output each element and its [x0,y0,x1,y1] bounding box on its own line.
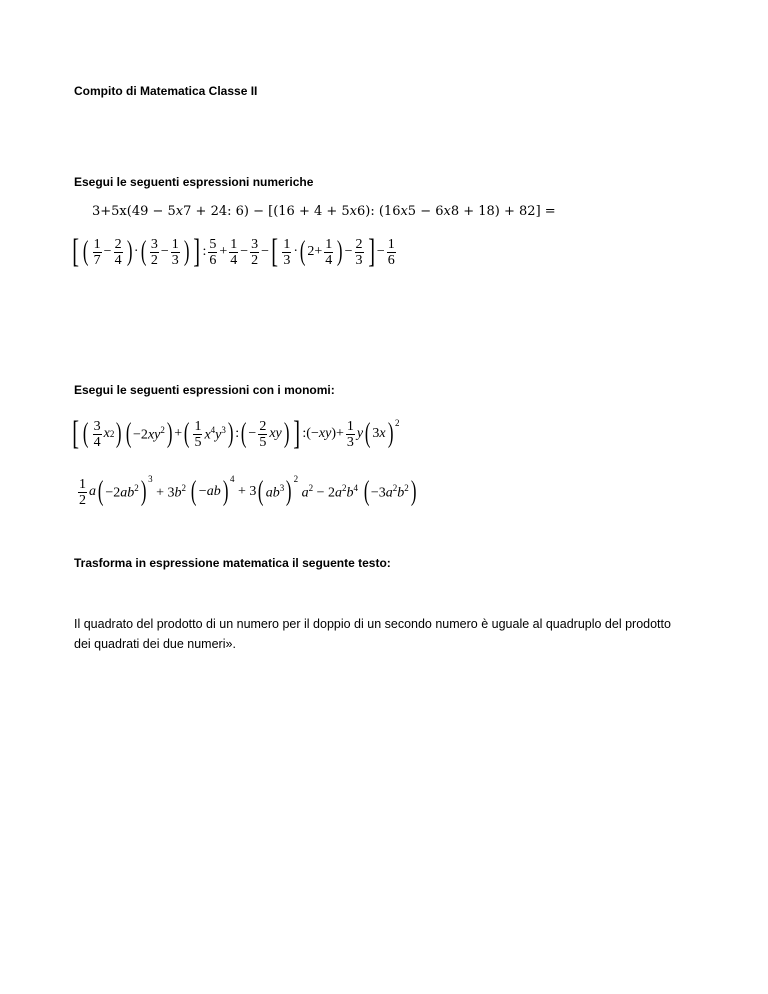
fraction: $\frac{1}{2}$ [79,476,86,508]
fraction: $\frac{1}{6}$ [387,236,395,268]
fraction: $\frac{2}{5}$ [259,418,267,450]
fraction: $\frac{1}{5}$ [194,418,202,450]
monomial-expression-2: $\frac{1}{2}$ a ( $-2ab^2$ ) $^3$ + $3b^2$ ( −ab ) $^4$ + 3 ( $ab^3$ ) $^2$ $a^2 - 2a^2b^4$ ( $-3a^2b^2$ ) [79,474,417,508]
section-heading-numeric: Esegui le seguenti espressioni numeriche [74,175,314,189]
numeric-expression-1: 3+5x(49 − 5𝑥7 + 24: 6) − [(16 + 4 + 5𝑥6): (16𝑥5 − 6𝑥8 + 18) + 82] = [92,204,556,219]
numeric-expression-2: [ ( $\frac{1}{7}$ − $\frac{2}{4}$ ) · ( $\frac{3}{2}$ − $\frac{1}{3}$ ) ] : $\frac{5}{6}$ + $\frac{1}{4}$ − $\frac{3}{2}$ − [ $\frac{1}{3}$ · ( 2 + $\frac{1}{4}$ ) − $\frac{2}{3}$ ] − $\frac{1}{6}$ [72,233,395,270]
document-title: Compito di Matematica Classe II [74,84,258,98]
fraction: $\frac{2}{4}$ [114,236,122,268]
transform-text: Il quadrato del prodotto di un numero per il doppio di un secondo numero è uguale al quadruplo del prodotto dei quadrati dei due numeri». [74,617,671,651]
fraction: $\frac{3}{2}$ [150,236,158,268]
fraction: $\frac{1}{3}$ [283,236,291,268]
fraction: $\frac{1}{3}$ [346,418,354,450]
fraction: $\frac{1}{4}$ [325,236,333,268]
section-heading-transform: Trasforma in espressione matematica il seguente testo: [74,556,391,570]
monomial-expression-1: [ ( $\frac{3}{4}$ x 2 ) ( $-2xy^2$ ) + ( $\frac{1}{5}$ $x^4y^3$ ) : ( − $\frac{2}{5}$ xy ) ] :(−xy)+ $\frac{1}{3}$ y ( 3x ) $^2$ [72,415,400,452]
fraction: $\frac{2}{3}$ [355,236,363,268]
section-heading-monomials: Esegui le seguenti espressioni con i monomi: [74,383,335,397]
fraction: $\frac{5}{6}$ [209,236,217,268]
fraction: $\frac{1}{7}$ [93,236,101,268]
fraction: $\frac{1}{4}$ [230,236,238,268]
fraction: $\frac{3}{4}$ [93,418,101,450]
fraction: $\frac{1}{3}$ [171,236,179,268]
fraction: $\frac{3}{2}$ [251,236,259,268]
